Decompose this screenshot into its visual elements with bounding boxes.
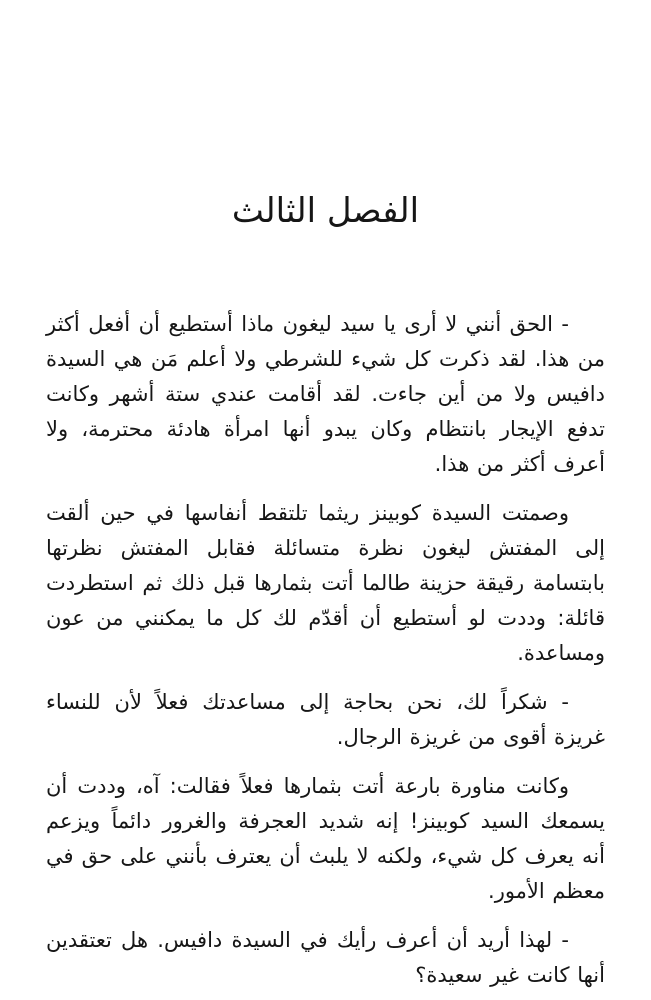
page-body bbox=[0, 307, 651, 993]
paragraph-dialogue-2: - شكراً لك، نحن بحاجة إلى مساعدتك فعلاً لأن للنساء غريزة أقوى من غريزة الرجال. bbox=[46, 689, 605, 749]
paragraph-dialogue-3: - لهذا أريد أن أعرف رأيك في السيدة دافيس. هل تعتقدين أنها كانت غير سعيدة؟ bbox=[46, 927, 605, 987]
paragraph-narration-2: وكانت مناورة بارعة أتت بثمارها فعلاً فقالت: آه، وددت أن يسمعك السيد كوبينز! إنه شديد العجرفة والغرور دائماً ويزعم أنه يعرف كل شيء، ولكنه لا يلبث أن يعترف بأنني على حق في معظم الأمور. bbox=[46, 773, 605, 903]
paragraph-narration-1: وصمتت السيدة كوبينز ريثما تلتقط أنفاسها في حين ألقت إلى المفتش ليغون نظرة متسائلة فقابل المفتش نظرتها بابتسامة رقيقة حزينة طالما أتت بثمارها قبل ذلك ثم استطردت قائلة: وددت لو أستطيع أن أقدّم لك كل ما يمكنني من عون ومساعدة. bbox=[46, 500, 605, 665]
chapter-title: الفصل الثالث bbox=[231, 191, 420, 231]
paragraph-dialogue-1: - الحق أنني لا أرى يا سيد ليغون ماذا أستطيع أن أفعل أكثر من هذا. لقد ذكرت كل شيء للشرطي ولا أعلم مَن هي السيدة دافيس ولا من أين جاءت. لقد أقامت عندي ستة أشهر وكانت تدفع الإيجار بانتظام وكان يبدو أنها امرأة هادئة محترمة، ولا أعرف أكثر من هذا. bbox=[46, 311, 605, 476]
